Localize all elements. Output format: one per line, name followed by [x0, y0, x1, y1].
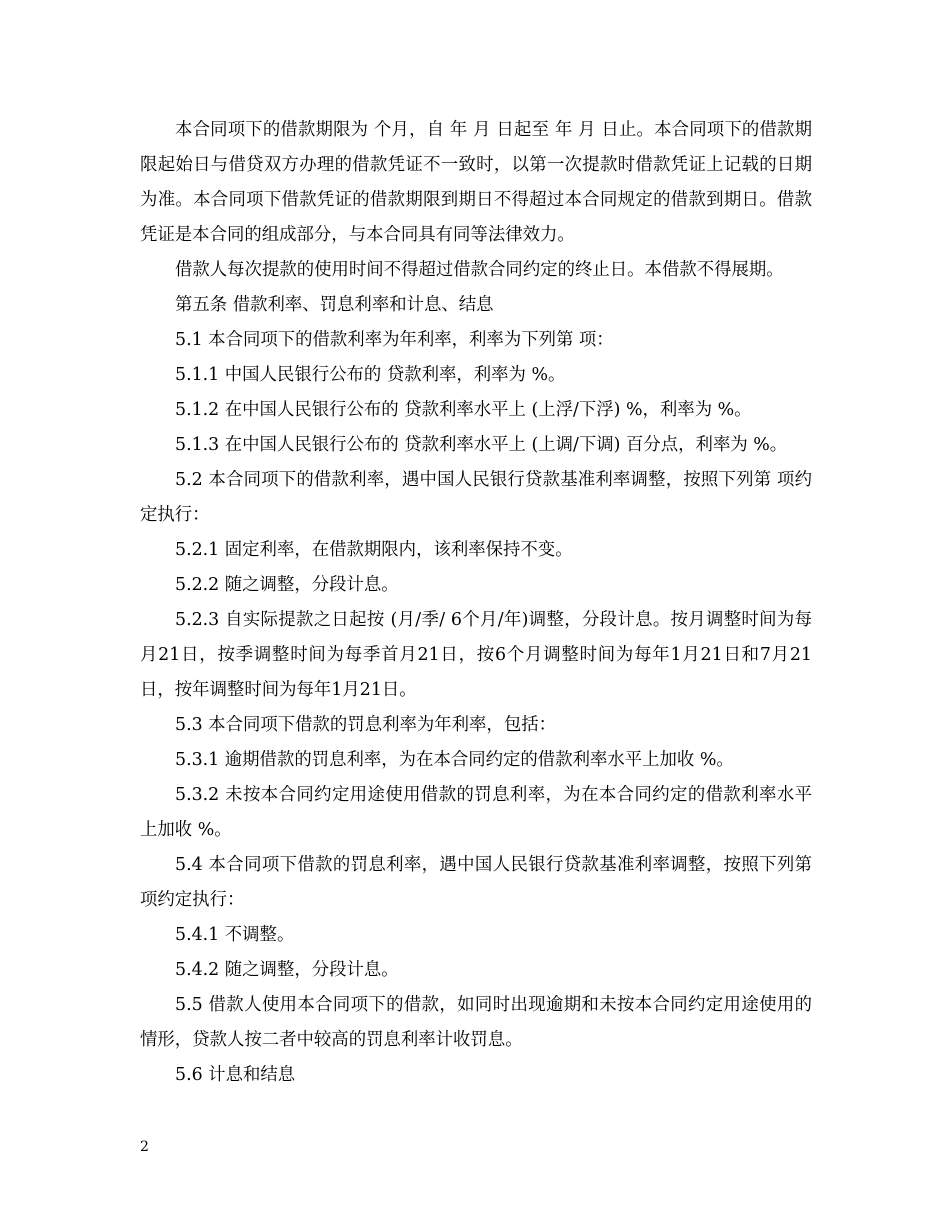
clause-5-1-2: 5.1.2 在中国人民银行公布的 贷款利率水平上 (上浮/下浮) %，利率为 %。 [175, 400, 752, 420]
contract-body [140, 113, 812, 1093]
clause-5-1-3: 5.1.3 在中国人民银行公布的 贷款利率水平上 (上调/下调) 百分点，利率为 %。 [175, 435, 788, 455]
paragraph-no-extension: 借款人每次提款的使用时间不得超过借款合同约定的终止日。本借款不得展期。 [175, 260, 784, 280]
clause-5-4-2: 5.4.2 随之调整，分段计息。 [175, 960, 399, 980]
clause-5-3-2: 5.3.2 未按本合同约定用途使用借款的罚息利率，为在本合同约定的借款利率水平上加收 %。 [140, 785, 812, 840]
clause-5-2: 5.2 本合同项下的借款利率，遇中国人民银行贷款基准利率调整，按照下列第 项约定执行： [140, 470, 812, 525]
clause-5-3: 5.3 本合同项下借款的罚息利率为年利率，包括： [175, 715, 556, 735]
article-five-heading: 第五条 借款利率、罚息利率和计息、结息 [175, 295, 494, 315]
clause-5-5: 5.5 借款人使用本合同项下的借款，如同时出现逾期和未按本合同约定用途使用的情形，贷款人按二者中较高的罚息利率计收罚息。 [140, 995, 812, 1050]
paragraph-loan-term: 本合同项下的借款期限为 个月，自 年 月 日起至 年 月 日止。本合同项下的借款期限起始日与借贷双方办理的借款凭证不一致时，以第一次提款时借款凭证上记载的日期为准。本合同项下借款凭证的借款期限到期日不得超过本合同规定的借款到期日。借款凭证是本合同的组成部分，与本合同具有同等法律效力。 [140, 120, 812, 245]
clause-5-3-1: 5.3.1 逾期借款的罚息利率，为在本合同约定的借款利率水平上加收 %。 [175, 750, 734, 770]
clause-5-6: 5.6 计息和结息 [175, 1065, 296, 1085]
clause-5-2-3: 5.2.3 自实际提款之日起按 (月/季/ 6个月/年)调整，分段计息。按月调整时间为每月21日，按季调整时间为每季首月21日，按6个月调整时间为每年1月21日和7月21日，按年调整时间为每年1月21日。 [140, 610, 812, 700]
clause-5-2-2: 5.2.2 随之调整，分段计息。 [175, 575, 399, 595]
clause-5-2-1: 5.2.1 固定利率，在借款期限内，该利率保持不变。 [175, 540, 573, 560]
clause-5-4-1: 5.4.1 不调整。 [175, 925, 295, 945]
clause-5-4: 5.4 本合同项下借款的罚息利率，遇中国人民银行贷款基准利率调整，按照下列第 项约定执行： [140, 855, 812, 910]
page-number: 2 [140, 1139, 149, 1155]
clause-5-1: 5.1 本合同项下的借款利率为年利率，利率为下列第 项： [175, 330, 614, 350]
clause-5-1-1: 5.1.1 中国人民银行公布的 贷款利率，利率为 %。 [175, 365, 566, 385]
